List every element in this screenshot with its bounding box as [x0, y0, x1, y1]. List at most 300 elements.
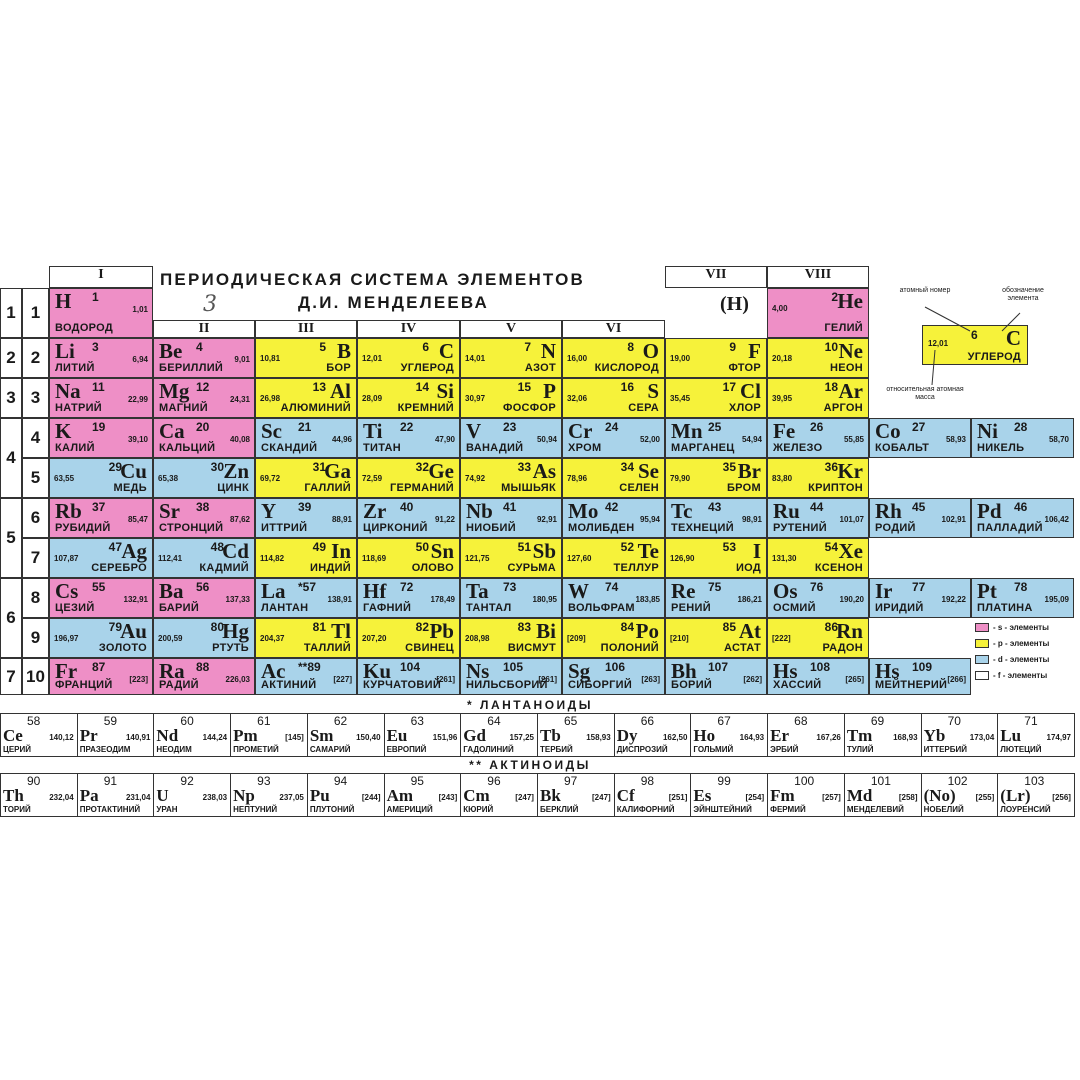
element-cell: [460, 338, 562, 378]
element-symbol: In: [331, 539, 351, 563]
element-cell: [869, 578, 971, 618]
element-mass: [254]: [745, 793, 765, 802]
element-number: 44: [810, 500, 824, 514]
element-number: 78: [1014, 580, 1028, 594]
element-number: 107: [708, 660, 729, 674]
element-number: 64: [487, 714, 501, 728]
element-number: 8: [627, 340, 634, 354]
element-name: ЛЮТЕЦИЙ: [1000, 745, 1042, 754]
element-number: 104: [400, 660, 421, 674]
element-number: 65: [564, 714, 578, 728]
element-name: ПЛУТОНИЙ: [309, 805, 355, 814]
element-cell: [460, 418, 562, 458]
element-symbol: Lu: [1000, 726, 1022, 745]
element-cell: [49, 418, 153, 458]
element-number: 92: [180, 774, 194, 788]
element-mass: 132,91: [123, 595, 148, 604]
element-name: ТУЛИЙ: [846, 745, 874, 754]
element-name: ЭЙНШТЕЙНИЙ: [693, 805, 752, 814]
element-cell: [665, 658, 767, 695]
element-number: 2: [831, 290, 838, 304]
element-number: 47: [108, 540, 122, 554]
element-number: 55: [92, 580, 106, 594]
element-cell: [971, 418, 1074, 458]
element-cell: [869, 418, 971, 458]
key-mass-label: относительная атомная масса: [886, 386, 964, 401]
element-mass: [210]: [670, 634, 689, 643]
element-symbol: Ni: [977, 419, 998, 443]
element-number: 95: [410, 774, 424, 788]
element-cell: [255, 378, 357, 418]
element-number: 71: [1024, 714, 1038, 728]
element-name: ЦИРКОНИЙ: [363, 522, 428, 534]
element-cell: [49, 458, 153, 498]
element-cell: [767, 498, 869, 538]
f-element-cell: [460, 773, 538, 817]
element-number: 38: [196, 500, 210, 514]
element-symbol: Cr: [568, 419, 593, 443]
row-label: 4: [22, 418, 49, 458]
element-number: 76: [810, 580, 824, 594]
element-mass: 4,00: [772, 304, 788, 313]
element-number: 49: [312, 540, 326, 554]
period-label: 4: [0, 418, 22, 498]
element-symbol: As: [532, 459, 556, 483]
legend-swatch: [975, 655, 989, 664]
element-name: ДИСПРОЗИЙ: [616, 745, 668, 754]
legend-item: [975, 671, 1047, 680]
element-symbol: Bi: [536, 619, 556, 643]
f-element-cell: [230, 713, 308, 757]
element-name: ЖЕЛЕЗО: [773, 442, 823, 454]
element-mass: 207,20: [362, 634, 387, 643]
element-symbol: Ta: [466, 579, 489, 603]
element-symbol: K: [55, 419, 72, 443]
element-number: 63: [410, 714, 424, 728]
element-name: ВАНАДИЙ: [466, 442, 524, 454]
element-mass: [251]: [668, 793, 688, 802]
element-symbol: La: [261, 579, 286, 603]
element-cell: [665, 578, 767, 618]
element-symbol: Ne: [838, 339, 863, 363]
element-cell: [153, 618, 255, 658]
element-cell: [255, 578, 357, 618]
element-symbol: Pr: [79, 726, 98, 745]
element-symbol: Sr: [159, 499, 180, 523]
element-symbol: Re: [671, 579, 696, 603]
element-mass: 58,93: [945, 435, 966, 444]
row-label: 1: [22, 288, 49, 338]
element-cell: [49, 338, 153, 378]
element-name: ИТТЕРБИЙ: [923, 745, 968, 754]
element-name: РОДИЙ: [875, 522, 916, 534]
element-name: ОЛОВО: [411, 562, 454, 574]
element-symbol: Ce: [3, 726, 23, 745]
element-cell: [153, 418, 255, 458]
element-cell: [460, 378, 562, 418]
element-mass: 196,97: [54, 634, 79, 643]
element-name: УРАН: [156, 805, 178, 814]
element-symbol: Ar: [838, 379, 863, 403]
element-symbol: Ho: [693, 726, 716, 745]
element-mass: 30,97: [465, 394, 486, 403]
element-mass: 22,99: [127, 395, 148, 404]
element-number: 35: [722, 460, 736, 474]
element-symbol: C: [438, 339, 454, 363]
element-name: МЕНДЕЛЕВИЙ: [846, 805, 904, 814]
element-name: ФТОР: [728, 362, 761, 374]
element-cell: [255, 418, 357, 458]
element-symbol: Md: [846, 786, 873, 805]
element-symbol: Tm: [846, 726, 873, 745]
element-number: *57: [298, 580, 317, 594]
element-mass: 78,96: [567, 474, 588, 483]
element-number: 28: [1014, 420, 1028, 434]
key-mass: 12,01: [928, 339, 949, 348]
element-number: 72: [400, 580, 414, 594]
element-cell: [153, 338, 255, 378]
element-number: 66: [640, 714, 655, 728]
element-name: АКТИНИЙ: [261, 679, 317, 691]
element-name: КОБАЛЬТ: [875, 442, 930, 454]
element-number: 43: [708, 500, 722, 514]
element-mass: 151,96: [432, 733, 458, 742]
row-label: 10: [22, 658, 49, 695]
element-number: 97: [564, 774, 578, 788]
element-cell: [357, 378, 460, 418]
f-element-cell: [460, 713, 538, 757]
group-header-8: VIII: [767, 266, 869, 288]
element-symbol: Ca: [159, 419, 185, 443]
element-number: 41: [503, 500, 517, 514]
element-symbol: Si: [436, 379, 454, 403]
element-cell: [255, 618, 357, 658]
legend-item: [975, 639, 1049, 648]
element-mass: 69,72: [260, 474, 281, 483]
element-symbol: Yb: [923, 726, 946, 745]
element-mass: 106,42: [1044, 515, 1069, 524]
element-name: РУТЕНИЙ: [773, 522, 827, 534]
element-name: САМАРИЙ: [309, 745, 351, 754]
element-cell: [665, 378, 767, 418]
element-symbol: Al: [330, 379, 351, 403]
element-number: 23: [503, 420, 517, 434]
element-number: 46: [1014, 500, 1028, 514]
element-mass: 9,01: [234, 355, 250, 364]
element-symbol: Cs: [55, 579, 79, 603]
element-name: ПАЛЛАДИЙ: [977, 522, 1043, 534]
element-cell: [767, 378, 869, 418]
element-cell: [153, 538, 255, 578]
element-mass: 10,81: [260, 354, 281, 363]
f-element-cell: [0, 773, 78, 817]
element-symbol: Te: [637, 539, 659, 563]
element-symbol: Pt: [977, 579, 997, 603]
f-element-cell: [690, 773, 768, 817]
legend-label: - s - элементы: [993, 623, 1049, 632]
element-number: 16: [620, 380, 634, 394]
element-cell: [49, 578, 153, 618]
element-mass: 173,04: [969, 733, 995, 742]
f-element-cell: [230, 773, 308, 817]
element-name: НАТРИЙ: [55, 402, 103, 414]
element-symbol: Os: [773, 579, 798, 603]
element-mass: 140,91: [125, 733, 151, 742]
element-number: 83: [517, 620, 531, 634]
element-symbol: Ns: [466, 659, 490, 683]
element-symbol: Am: [386, 786, 414, 805]
element-name: АМЕРИЦИЙ: [386, 805, 433, 814]
element-name: ГАДОЛИНИЙ: [463, 745, 514, 754]
element-cell: [357, 538, 460, 578]
element-number: 27: [912, 420, 926, 434]
element-mass: 47,90: [434, 435, 455, 444]
element-cell: [665, 618, 767, 658]
element-name: ПОЛОНИЙ: [600, 642, 659, 654]
handwritten-mark: 3: [203, 292, 217, 317]
element-mass: 138,91: [327, 595, 352, 604]
element-name: ТИТАН: [363, 442, 402, 454]
legend-label: - f - элементы: [993, 671, 1048, 680]
element-mass: 121,75: [465, 554, 490, 563]
element-mass: 19,00: [670, 354, 691, 363]
element-mass: 55,85: [843, 435, 864, 444]
element-number: 86: [824, 620, 838, 634]
element-name: МАГНИЙ: [159, 402, 208, 414]
element-name: МЕЙТНЕРИЙ: [875, 679, 948, 691]
element-cell: [665, 458, 767, 498]
element-name: СТРОНЦИЙ: [159, 522, 224, 534]
actinides-title: ** АКТИНОИДЫ: [469, 758, 591, 772]
element-cell: [869, 658, 971, 695]
element-symbol: (Lr): [1000, 786, 1031, 805]
element-cell: [562, 658, 665, 695]
element-mass: 24,31: [229, 395, 250, 404]
element-cell: [49, 658, 153, 695]
element-mass: [209]: [567, 634, 586, 643]
element-cell: [460, 498, 562, 538]
element-mass: 168,93: [893, 733, 918, 742]
element-cell: [357, 418, 460, 458]
element-number: 77: [912, 580, 926, 594]
element-symbol: He: [837, 289, 863, 313]
element-name: НИОБИЙ: [466, 522, 516, 534]
element-name: КАДМИЙ: [199, 562, 249, 574]
element-number: 11: [92, 380, 105, 394]
element-name: ОСМИЙ: [773, 602, 816, 614]
element-symbol: Cl: [740, 379, 761, 403]
legend-label: - p - элементы: [993, 639, 1050, 648]
group-header-3: III: [255, 320, 357, 338]
f-element-cell: [153, 773, 231, 817]
element-cell: [665, 498, 767, 538]
element-mass: 178,49: [430, 595, 455, 604]
element-symbol: Hs: [875, 659, 900, 683]
element-number: 12: [196, 380, 210, 394]
element-mass: 20,18: [772, 354, 793, 363]
element-mass: 144,24: [202, 733, 228, 742]
element-mass: 208,98: [465, 634, 490, 643]
element-symbol: Po: [635, 619, 659, 643]
element-number: 18: [824, 380, 838, 394]
group-header-1: I: [49, 266, 153, 288]
element-mass: 74,92: [465, 474, 486, 483]
element-mass: 150,40: [356, 733, 381, 742]
key-designation-label: обозначение элемента: [1002, 287, 1044, 302]
element-name: СИБОРГИЙ: [568, 679, 633, 691]
element-symbol: Pm: [233, 726, 258, 745]
element-cell: [357, 578, 460, 618]
f-element-cell: [384, 773, 462, 817]
element-name: ПРАЗЕОДИМ: [79, 745, 131, 754]
element-name: ФЕРМИЙ: [770, 805, 806, 814]
element-number: 82: [415, 620, 429, 634]
element-mass: 200,59: [158, 634, 183, 643]
element-symbol: Ru: [773, 499, 800, 523]
legend-swatch: [975, 623, 989, 632]
element-name: ТАНТАЛ: [466, 602, 512, 614]
element-symbol: Ra: [159, 659, 185, 683]
element-name: БОР: [326, 362, 351, 374]
element-mass: 131,30: [772, 554, 797, 563]
element-mass: 158,93: [586, 733, 611, 742]
element-mass: 88,91: [331, 515, 352, 524]
element-symbol: Xe: [838, 539, 863, 563]
element-number: 62: [333, 714, 348, 728]
element-symbol: Mn: [671, 419, 703, 443]
element-number: 87: [92, 660, 106, 674]
element-name: ТЕЛЛУР: [613, 562, 659, 574]
element-number: 79: [108, 620, 122, 634]
element-number: 50: [415, 540, 429, 554]
element-mass: 232,04: [49, 793, 74, 802]
element-number: 96: [487, 774, 501, 788]
element-number: 58: [27, 714, 41, 728]
element-name: АСТАТ: [724, 642, 761, 654]
element-mass: [255]: [975, 793, 995, 802]
element-name: СКАНДИЙ: [261, 442, 318, 454]
element-symbol: P: [543, 379, 556, 403]
element-symbol: Sc: [261, 419, 282, 443]
element-mass: 6,94: [132, 355, 148, 364]
element-number: 30: [210, 460, 224, 474]
element-number: 101: [870, 774, 891, 788]
element-mass: 63,55: [54, 474, 75, 483]
legend-item: [975, 623, 1049, 632]
f-element-cell: [0, 713, 78, 757]
element-cell: [255, 498, 357, 538]
element-mass: 226,03: [225, 675, 250, 684]
element-number: 33: [517, 460, 531, 474]
element-number: 90: [27, 774, 41, 788]
element-symbol: Zn: [223, 459, 249, 483]
element-mass: 1,01: [132, 305, 148, 314]
legend-swatch: [975, 639, 989, 648]
element-mass: 167,26: [816, 733, 841, 742]
element-mass: [261]: [436, 675, 455, 684]
legend-swatch: [975, 671, 989, 680]
element-symbol: Pa: [79, 786, 99, 805]
element-mass: [257]: [822, 793, 841, 802]
element-name: МАРГАНЕЦ: [671, 442, 735, 454]
element-number: 67: [717, 714, 731, 728]
element-mass: 95,94: [639, 515, 660, 524]
f-element-cell: [77, 773, 155, 817]
element-name: СЕРА: [628, 402, 659, 414]
f-element-cell: [767, 773, 845, 817]
f-element-cell: [537, 713, 615, 757]
element-number: 37: [92, 500, 106, 514]
element-name: АРГОН: [823, 402, 863, 414]
f-element-cell: [767, 713, 845, 757]
element-cell: [665, 538, 767, 578]
element-symbol: Fr: [55, 659, 78, 683]
element-cell: [357, 658, 460, 695]
element-mass: [265]: [845, 675, 864, 684]
element-symbol: Nd: [156, 726, 179, 745]
element-mass: 162,50: [662, 733, 688, 742]
element-symbol: Cf: [616, 786, 635, 805]
element-cell: [460, 618, 562, 658]
element-name: ТЕХНЕЦИЙ: [671, 522, 734, 534]
element-mass: 83,80: [772, 474, 793, 483]
element-name: ХЛОР: [728, 402, 761, 414]
element-number: 14: [415, 380, 429, 394]
element-number: 75: [708, 580, 722, 594]
element-mass: 127,60: [567, 554, 592, 563]
element-mass: 65,38: [158, 474, 179, 483]
element-symbol: S: [647, 379, 659, 403]
element-name: ВОДОРОД: [55, 322, 114, 334]
element-mass: 237,05: [279, 793, 304, 802]
element-cell: [460, 658, 562, 695]
element-cell: [562, 618, 665, 658]
element-name: РЕНИЙ: [671, 602, 711, 614]
element-symbol: Gd: [463, 726, 486, 745]
element-number: 109: [912, 660, 933, 674]
element-name: ФРАНЦИЙ: [55, 679, 113, 691]
element-cell: [357, 498, 460, 538]
legend-item: [975, 655, 1049, 664]
element-symbol: Ti: [363, 419, 383, 443]
element-name: СЕРЕБРО: [91, 562, 147, 574]
f-element-cell: [844, 713, 922, 757]
element-number: 93: [257, 774, 271, 788]
element-name: ИРИДИЙ: [875, 602, 924, 614]
element-symbol: F: [748, 339, 761, 363]
period-label: 2: [0, 338, 22, 378]
element-cell: [153, 498, 255, 538]
element-cell: [357, 458, 460, 498]
element-number: 98: [640, 774, 655, 788]
element-cell: [357, 618, 460, 658]
element-number: 102: [947, 774, 968, 788]
element-name: БАРИЙ: [159, 602, 200, 614]
element-mass: 238,03: [202, 793, 228, 802]
element-number: 45: [912, 500, 926, 514]
element-name: АЛЮМИНИЙ: [280, 402, 351, 414]
f-element-cell: [153, 713, 231, 757]
element-symbol: Ba: [159, 579, 184, 603]
hydrogen-group7-label: (H): [720, 293, 749, 315]
element-name: ХРОМ: [568, 442, 602, 454]
f-element-cell: [921, 773, 999, 817]
key-atomic-number-label: атомный номер: [899, 287, 951, 294]
element-number: 69: [870, 714, 885, 728]
row-label: 2: [22, 338, 49, 378]
element-name: РАДИЙ: [159, 679, 199, 691]
element-mass: 87,62: [229, 515, 250, 524]
